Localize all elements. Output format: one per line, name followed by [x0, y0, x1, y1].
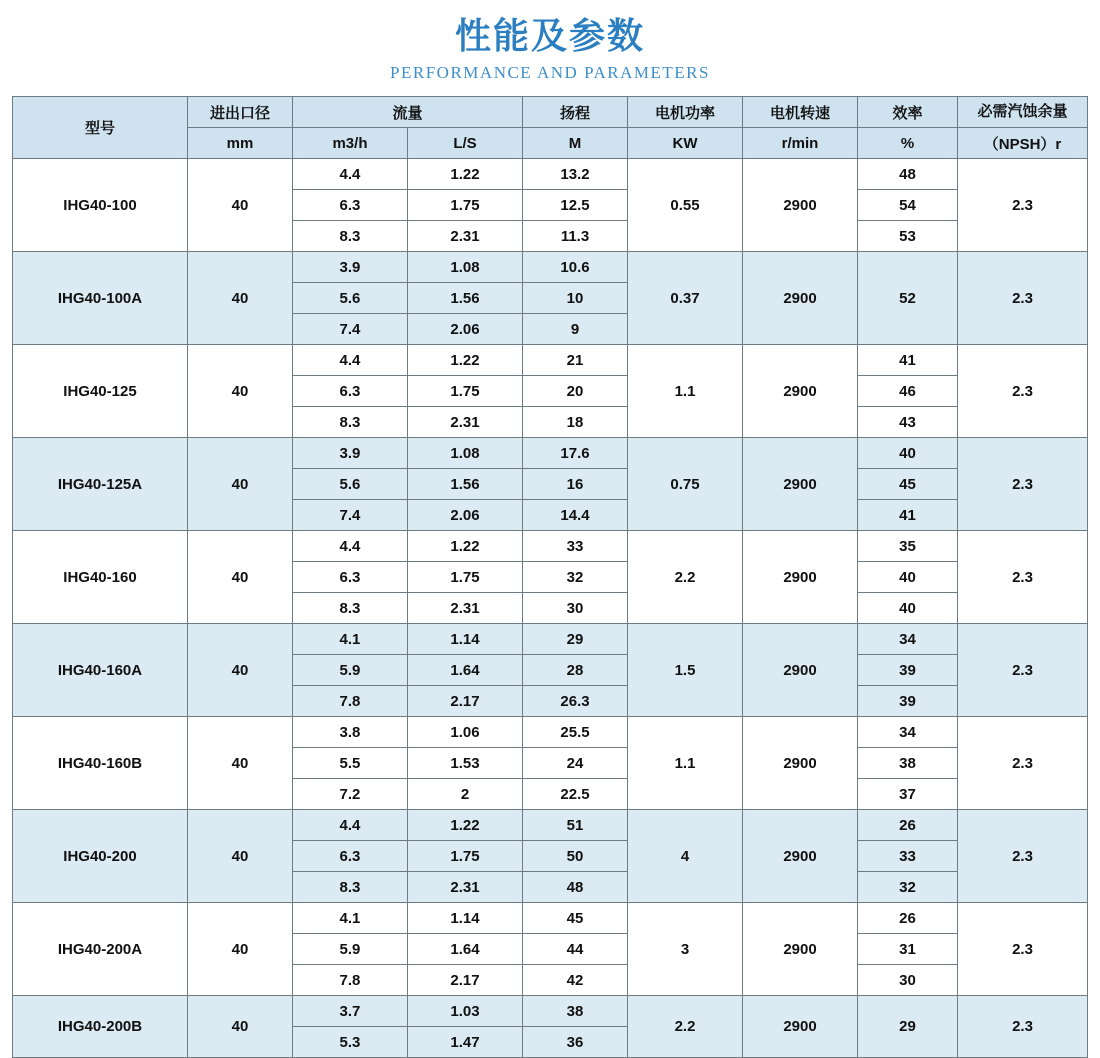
cell-bore: 40 — [187, 624, 292, 717]
unit-speed: r/min — [743, 128, 858, 159]
cell-head: 33 — [523, 531, 628, 562]
cell-efficiency: 54 — [858, 190, 958, 221]
cell-power: 0.37 — [628, 252, 743, 345]
table-row — [12, 996, 1087, 1027]
cell-head: 21 — [523, 345, 628, 376]
cell-head: 38 — [523, 996, 628, 1027]
cell-flow-m3h: 4.4 — [292, 159, 407, 190]
cell-efficiency: 30 — [858, 965, 958, 996]
cell-flow-ls: 2.17 — [407, 965, 522, 996]
cell-flow-m3h: 5.9 — [292, 655, 407, 686]
cell-flow-ls: 2.31 — [407, 221, 522, 252]
cell-head: 12.5 — [523, 190, 628, 221]
cell-npsh: 2.3 — [958, 438, 1088, 531]
cell-head: 32 — [523, 562, 628, 593]
table-row — [12, 438, 1087, 469]
cell-flow-m3h: 3.9 — [292, 252, 407, 283]
cell-bore: 40 — [187, 717, 292, 810]
cell-efficiency: 33 — [858, 841, 958, 872]
cell-flow-ls: 1.47 — [407, 1027, 522, 1058]
cell-speed: 2900 — [743, 717, 858, 810]
table-row — [12, 159, 1087, 190]
cell-efficiency: 46 — [858, 376, 958, 407]
cell-flow-m3h: 6.3 — [292, 376, 407, 407]
cell-head: 30 — [523, 593, 628, 624]
cell-flow-m3h: 7.8 — [292, 965, 407, 996]
header-efficiency: 效率 — [858, 97, 958, 128]
cell-model: IHG40-160A — [12, 624, 187, 717]
cell-flow-ls: 2.06 — [407, 314, 522, 345]
cell-flow-ls: 1.03 — [407, 996, 522, 1027]
cell-efficiency: 48 — [858, 159, 958, 190]
cell-npsh: 2.3 — [958, 345, 1088, 438]
cell-bore: 40 — [187, 345, 292, 438]
table-row — [12, 810, 1087, 841]
header-head: 扬程 — [523, 97, 628, 128]
cell-npsh: 2.3 — [958, 903, 1088, 996]
table-row — [12, 345, 1087, 376]
cell-power: 3 — [628, 903, 743, 996]
header-bore: 进出口径 — [187, 97, 292, 128]
cell-efficiency: 35 — [858, 531, 958, 562]
cell-efficiency: 34 — [858, 624, 958, 655]
cell-head: 28 — [523, 655, 628, 686]
cell-speed: 2900 — [743, 810, 858, 903]
cell-flow-m3h: 8.3 — [292, 407, 407, 438]
cell-efficiency: 37 — [858, 779, 958, 810]
cell-flow-m3h: 8.3 — [292, 593, 407, 624]
page-title-cn: 性能及参数 — [454, 15, 645, 56]
cell-flow-ls: 1.75 — [407, 562, 522, 593]
cell-efficiency: 31 — [858, 934, 958, 965]
cell-head: 45 — [523, 903, 628, 934]
cell-npsh: 2.3 — [958, 996, 1088, 1058]
cell-speed: 2900 — [743, 903, 858, 996]
cell-npsh: 2.3 — [958, 810, 1088, 903]
unit-efficiency: % — [858, 128, 958, 159]
cell-flow-m3h: 4.4 — [292, 531, 407, 562]
cell-efficiency: 40 — [858, 438, 958, 469]
cell-efficiency: 40 — [858, 593, 958, 624]
cell-efficiency: 43 — [858, 407, 958, 438]
cell-flow-ls: 1.22 — [407, 810, 522, 841]
cell-head: 51 — [523, 810, 628, 841]
cell-npsh: 2.3 — [958, 717, 1088, 810]
cell-flow-ls: 2 — [407, 779, 522, 810]
cell-flow-ls: 1.08 — [407, 438, 522, 469]
cell-head: 16 — [523, 469, 628, 500]
cell-power: 2.2 — [628, 531, 743, 624]
cell-model: IHG40-200B — [12, 996, 187, 1058]
cell-head: 25.5 — [523, 717, 628, 748]
cell-flow-m3h: 4.1 — [292, 624, 407, 655]
header-power: 电机功率 — [628, 97, 743, 128]
cell-speed: 2900 — [743, 345, 858, 438]
cell-flow-m3h: 5.5 — [292, 748, 407, 779]
cell-flow-ls: 1.64 — [407, 934, 522, 965]
cell-flow-ls: 1.22 — [407, 159, 522, 190]
cell-flow-ls: 1.75 — [407, 376, 522, 407]
cell-efficiency: 34 — [858, 717, 958, 748]
cell-head: 20 — [523, 376, 628, 407]
cell-bore: 40 — [187, 438, 292, 531]
cell-flow-ls: 1.22 — [407, 531, 522, 562]
page-title-en: PERFORMANCE AND PARAMETERS — [390, 63, 710, 82]
table-row — [12, 903, 1087, 934]
cell-model: IHG40-100A — [12, 252, 187, 345]
unit-flow-ls: L/S — [407, 128, 522, 159]
cell-flow-m3h: 8.3 — [292, 872, 407, 903]
cell-power: 2.2 — [628, 996, 743, 1058]
cell-flow-ls: 1.53 — [407, 748, 522, 779]
cell-bore: 40 — [187, 996, 292, 1058]
cell-bore: 40 — [187, 810, 292, 903]
cell-head: 50 — [523, 841, 628, 872]
cell-flow-ls: 1.08 — [407, 252, 522, 283]
cell-efficiency: 41 — [858, 345, 958, 376]
cell-flow-m3h: 8.3 — [292, 221, 407, 252]
table-body — [12, 159, 1087, 1058]
cell-npsh: 2.3 — [958, 531, 1088, 624]
performance-parameters-table — [12, 96, 1088, 1058]
cell-head: 10 — [523, 283, 628, 314]
cell-flow-ls: 1.75 — [407, 190, 522, 221]
cell-head: 44 — [523, 934, 628, 965]
cell-efficiency: 45 — [858, 469, 958, 500]
cell-bore: 40 — [187, 531, 292, 624]
cell-flow-ls: 1.75 — [407, 841, 522, 872]
cell-efficiency: 32 — [858, 872, 958, 903]
cell-head: 29 — [523, 624, 628, 655]
cell-head: 18 — [523, 407, 628, 438]
cell-flow-m3h: 6.3 — [292, 841, 407, 872]
cell-flow-m3h: 7.4 — [292, 314, 407, 345]
cell-power: 1.5 — [628, 624, 743, 717]
cell-model: IHG40-160 — [12, 531, 187, 624]
cell-flow-m3h: 7.8 — [292, 686, 407, 717]
cell-flow-ls: 2.06 — [407, 500, 522, 531]
cell-flow-m3h: 3.7 — [292, 996, 407, 1027]
cell-efficiency: 40 — [858, 562, 958, 593]
cell-flow-m3h: 7.4 — [292, 500, 407, 531]
cell-flow-ls: 1.64 — [407, 655, 522, 686]
cell-power: 0.55 — [628, 159, 743, 252]
cell-model: IHG40-125A — [12, 438, 187, 531]
table-row — [12, 717, 1087, 748]
cell-flow-m3h: 6.3 — [292, 562, 407, 593]
cell-flow-ls: 1.56 — [407, 283, 522, 314]
cell-flow-ls: 2.31 — [407, 872, 522, 903]
cell-flow-m3h: 7.2 — [292, 779, 407, 810]
cell-flow-ls: 1.22 — [407, 345, 522, 376]
cell-model: IHG40-200 — [12, 810, 187, 903]
unit-flow-m3h: m3/h — [292, 128, 407, 159]
header-model: 型号 — [12, 97, 187, 159]
cell-efficiency: 39 — [858, 655, 958, 686]
cell-speed: 2900 — [743, 531, 858, 624]
cell-power: 1.1 — [628, 717, 743, 810]
header-npsh: 必需汽蚀余量 — [958, 97, 1088, 128]
cell-model: IHG40-100 — [12, 159, 187, 252]
cell-speed: 2900 — [743, 438, 858, 531]
cell-power: 1.1 — [628, 345, 743, 438]
cell-flow-ls: 1.14 — [407, 903, 522, 934]
cell-flow-m3h: 6.3 — [292, 190, 407, 221]
cell-efficiency: 29 — [858, 996, 958, 1058]
cell-head: 11.3 — [523, 221, 628, 252]
cell-head: 9 — [523, 314, 628, 345]
table-row — [12, 531, 1087, 562]
cell-bore: 40 — [187, 159, 292, 252]
cell-head: 48 — [523, 872, 628, 903]
cell-efficiency: 26 — [858, 810, 958, 841]
cell-speed: 2900 — [743, 252, 858, 345]
cell-head: 26.3 — [523, 686, 628, 717]
unit-npsh: （NPSH）r — [958, 128, 1088, 159]
table-row — [12, 252, 1087, 283]
cell-bore: 40 — [187, 903, 292, 996]
page-title — [0, 0, 1100, 84]
table-row — [12, 624, 1087, 655]
table-header — [12, 97, 1087, 159]
header-flow: 流量 — [292, 97, 522, 128]
cell-power: 4 — [628, 810, 743, 903]
cell-flow-m3h: 4.1 — [292, 903, 407, 934]
cell-flow-ls: 2.31 — [407, 593, 522, 624]
unit-power: KW — [628, 128, 743, 159]
cell-npsh: 2.3 — [958, 252, 1088, 345]
cell-npsh: 2.3 — [958, 624, 1088, 717]
cell-flow-ls: 2.17 — [407, 686, 522, 717]
cell-speed: 2900 — [743, 624, 858, 717]
cell-flow-ls: 2.31 — [407, 407, 522, 438]
cell-efficiency: 41 — [858, 500, 958, 531]
cell-flow-m3h: 3.9 — [292, 438, 407, 469]
cell-flow-m3h: 4.4 — [292, 810, 407, 841]
cell-speed: 2900 — [743, 996, 858, 1058]
cell-head: 17.6 — [523, 438, 628, 469]
cell-model: IHG40-160B — [12, 717, 187, 810]
cell-power: 0.75 — [628, 438, 743, 531]
cell-efficiency: 26 — [858, 903, 958, 934]
cell-speed: 2900 — [743, 159, 858, 252]
cell-flow-ls: 1.56 — [407, 469, 522, 500]
header-speed: 电机转速 — [743, 97, 858, 128]
cell-flow-m3h: 5.3 — [292, 1027, 407, 1058]
cell-efficiency: 38 — [858, 748, 958, 779]
cell-flow-m3h: 4.4 — [292, 345, 407, 376]
cell-efficiency: 39 — [858, 686, 958, 717]
cell-head: 42 — [523, 965, 628, 996]
cell-flow-ls: 1.14 — [407, 624, 522, 655]
cell-model: IHG40-125 — [12, 345, 187, 438]
cell-head: 14.4 — [523, 500, 628, 531]
cell-flow-m3h: 5.6 — [292, 469, 407, 500]
cell-bore: 40 — [187, 252, 292, 345]
cell-head: 13.2 — [523, 159, 628, 190]
cell-flow-m3h: 5.6 — [292, 283, 407, 314]
cell-head: 22.5 — [523, 779, 628, 810]
cell-npsh: 2.3 — [958, 159, 1088, 252]
cell-flow-m3h: 5.9 — [292, 934, 407, 965]
cell-model: IHG40-200A — [12, 903, 187, 996]
cell-head: 24 — [523, 748, 628, 779]
cell-head: 10.6 — [523, 252, 628, 283]
cell-head: 36 — [523, 1027, 628, 1058]
cell-flow-ls: 1.06 — [407, 717, 522, 748]
unit-bore: mm — [187, 128, 292, 159]
unit-head: M — [523, 128, 628, 159]
cell-flow-m3h: 3.8 — [292, 717, 407, 748]
cell-efficiency: 52 — [858, 252, 958, 345]
cell-efficiency: 53 — [858, 221, 958, 252]
